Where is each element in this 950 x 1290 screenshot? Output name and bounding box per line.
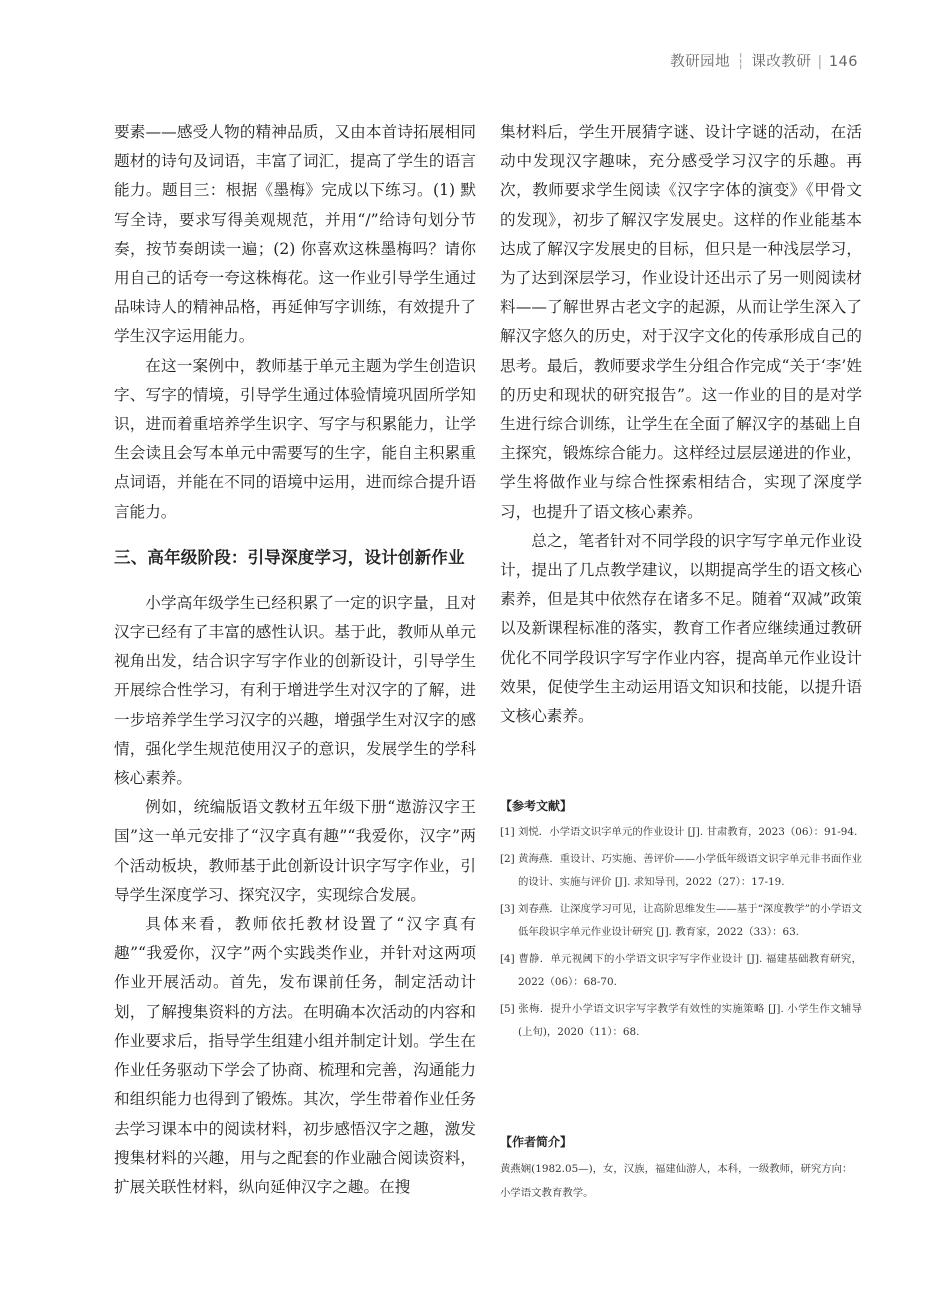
header-divider: | [817, 54, 823, 70]
paragraph: 具体来看，教师依托教材设置了“汉字真有趣”“我爱你，汉字”两个实践类作业，并针对这两项作业开展活动。首先，发布课前任务，制定活动计划，了解搜集资料的方法。在明确本次活动的内容和作业要求后，指导学生组建小组并制定计划。学生在作业任务驱动下学会了协商、梳理和完善，沟通能力和组织能力也得到了锻炼。其次，学生带着作业任务去学习课本中的阅读材料，初步感悟汉字之趣，激发搜集材料的兴趣，用与之配套的作业融合阅读资料，扩展关联性材料，纵向延伸汉字之趣。在搜 [114, 915, 476, 1196]
references-section [500, 793, 862, 1048]
author-bio-text: 黄燕娴(1982.05—)，女，汉族，福建仙游人，本科，一级教师，研究方向：小学语文教育教学。 [500, 1163, 853, 1199]
section-heading: 三、高年级阶段：引导深度学习，设计创新作业 [114, 547, 465, 567]
header-divider: ┆ [736, 54, 746, 70]
reference-item: [3] 刘春燕．让深度学习可见，让高阶思维发生——基于“深度教学”的小学语文低年段识字单元作业设计研究 [J]. 教育家，2022（33）：63. [500, 902, 862, 938]
reference-item: [1] 刘悦．小学语文识字单元的作业设计 [J]. 甘肃教育，2023（06）：91-94. [500, 826, 858, 838]
page-number: 146 [828, 54, 858, 70]
page-header [670, 50, 858, 71]
paragraph: 在这一案例中，教师基于单元主题为学生创造识字、写字的情境，引导学生通过体验情境巩固所学知识，进而着重培养学生识字、写字与积累能力，让学生会读且会写本单元中需要写的生字，能自主积累重点词语，并能在不同的语境中运用，进而综合提升语言能力。 [114, 356, 476, 521]
paragraph: 小学高年级学生已经积累了一定的识字量，且对汉字已经有了丰富的感性认识。基于此，教师从单元视角出发，结合识字写字作业的创新设计，引导学生开展综合性学习，有利于增进学生对汉字的了解，进一步培养学生学习汉字的兴趣，增强学生对汉字的感情，强化学生规范使用汉子的意识，发展学生的学科核心素养。 [114, 593, 476, 788]
reference-item: [5] 张梅．提升小学语文识字写字教学有效性的实施策略 [J]. 小学生作文辅导(上旬)，2020（11）：68. [500, 1002, 862, 1038]
paragraph: 集材料后，学生开展猜字谜、设计字谜的活动，在活动中发现汉字趣味，充分感受学习汉字的乐趣。再次，教师要求学生阅读《汉字字体的演变》《甲骨文的发现》，初步了解汉字发展史。这样的作业能基本达成了解汉字发展史的目标，但只是一种浅层学习，为了达到深层学习，作业设计还出示了另一则阅读材料——了解世界古老文字的起源，从而让学生深入了解汉字悠久的历史，对于汉字文化的传承形成自己的思考。最后，教师要求学生分组合作完成“关于‘李’姓的历史和现状的研究报告”。这一作业的目的是对学生进行综合训练，让学生在全面了解汉字的基础上自主探究，锻炼综合能力。这样经过层层递进的作业，学生将做作业与综合性探索相结合，实现了深度学习，也提升了语文核心素养。 [500, 123, 862, 521]
references-heading: 【参考文献】 [500, 799, 573, 813]
reference-item: [2] 黄海燕．重设计、巧实施、善评价——小学低年级语文识字单元非书面作业的设计、实施与评价 [J]. 求知导刊，2022（27）：17-19. [500, 852, 862, 888]
author-bio-heading: 【作者简介】 [500, 1135, 573, 1149]
author-bio-section [500, 1129, 862, 1205]
header-subsection: 课改教研 [751, 54, 812, 70]
right-column [500, 118, 862, 731]
reference-item: [4] 曹静．单元视阈下的小学语文识字写字作业设计 [J]. 福建基础教育研究，2022（06）：68-70. [500, 952, 862, 988]
paragraph: 总之，笔者针对不同学段的识字写字单元作业设计，提出了几点教学建议，以期提高学生的语文核心素养，但是其中依然存在诸多不足。随着“双减”政策以及新课程标准的落实，教育工作者应继续通过教研优化不同学段识字写字作业内容，提高单元作业设计效果，促使学生主动运用语文知识和技能，以提升语文核心素养。 [500, 531, 862, 726]
paragraph: 要素——感受人物的精神品质，又由本首诗拓展相同题材的诗句及词语，丰富了词汇，提高了学生的语言能力。题目三：根据《墨梅》完成以下练习。(1) 默写全诗，要求写得美观规范，并用“/”给诗句划分节奏，按节奏朗读一遍；(2) 你喜欢这株墨梅吗？请你用自己的话夸一夸这株梅花。这一作业引导学生通过品味诗人的精神品格，再延伸写字训练，有效提升了学生汉字运用能力。 [114, 123, 476, 346]
left-column [114, 118, 476, 1202]
header-section: 教研园地 [670, 54, 731, 70]
paragraph: 例如，统编版语文教材五年级下册“遨游汉字王国”这一单元安排了“汉字真有趣”“我爱你，汉字”两个活动板块，教师基于此创新设计识字写字作业，引导学生深度学习、探究汉字，实现综合发展。 [114, 798, 476, 904]
